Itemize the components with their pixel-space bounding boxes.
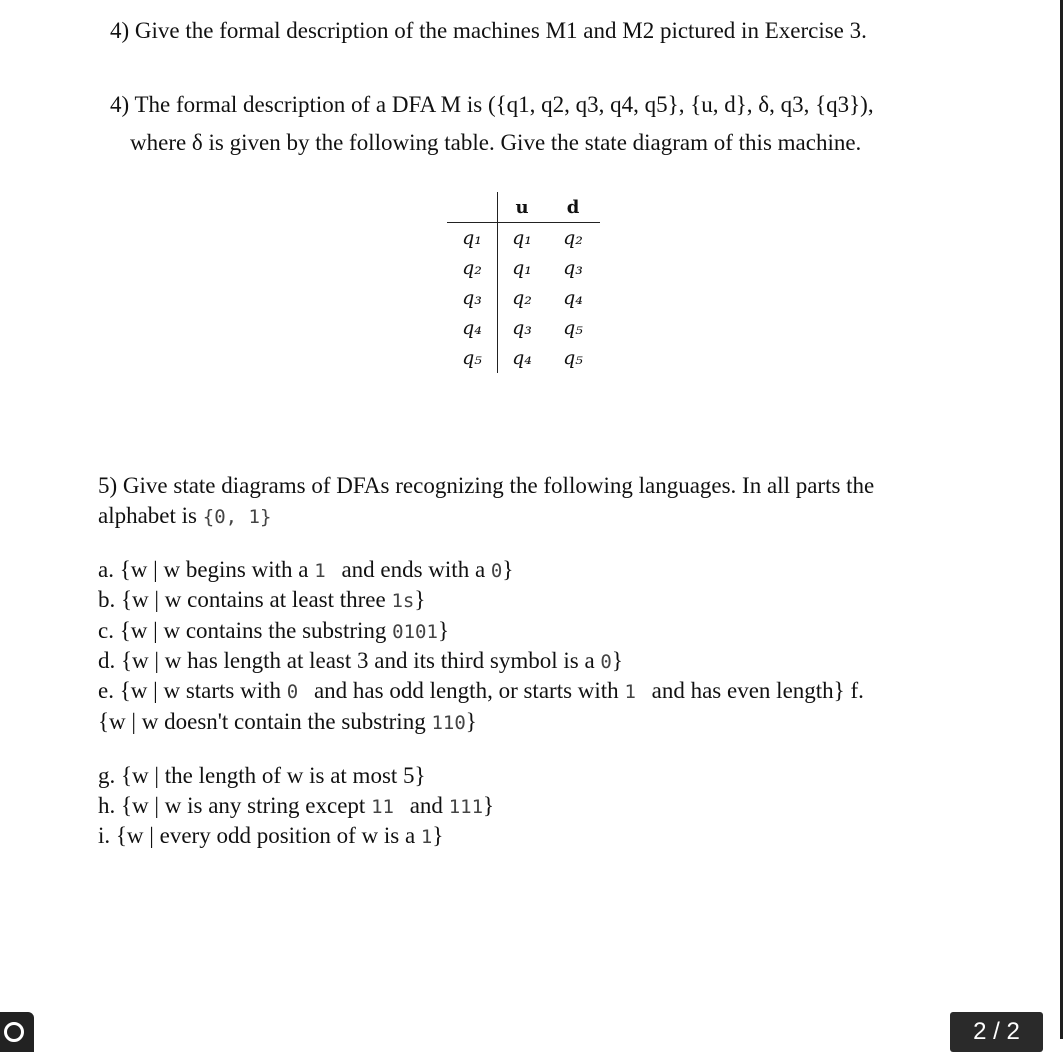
item-h-code-1: 11 — [371, 796, 394, 818]
item-i — [98, 822, 443, 851]
item-e-text-2: and has odd length, or starts with — [313, 678, 619, 703]
item-e-text-3: and has even length} f. — [651, 678, 864, 703]
item-c — [98, 617, 449, 646]
exercise-5-intro-line-2 — [98, 502, 271, 531]
item-d-text-1: d. {w | w has length at least 3 and its third symbol is a — [98, 648, 595, 673]
item-g-text-1: g. {w | the length of w is at most 5} — [98, 763, 426, 788]
item-i-text-2: } — [432, 823, 444, 848]
item-a-code-1: 1 — [314, 560, 326, 582]
item-d-code-1: 0 — [600, 651, 612, 673]
row-state: q₂ — [447, 253, 498, 283]
item-b-text-2: } — [414, 587, 426, 612]
item-h-text-3: } — [483, 793, 495, 818]
item-a-text-3: } — [502, 557, 514, 582]
exercise-5-intro-line-1: 5) Give state diagrams of DFAs recognizing the following languages. In all parts the — [98, 473, 875, 498]
table-row — [447, 343, 600, 373]
exercise-4a-text: 4) Give the formal description of the machines M1 and M2 pictured in Exercise 3. — [110, 18, 867, 43]
item-d — [98, 647, 623, 676]
table-row — [447, 313, 600, 343]
table-row — [447, 283, 600, 313]
item-b-code-1: 1s — [391, 590, 415, 612]
item-g — [98, 762, 426, 790]
item-b — [98, 586, 425, 615]
item-h-code-2: 111 — [448, 796, 484, 818]
row-state: q₃ — [447, 283, 498, 313]
exercise-4b-line-1: 4) The formal description of a DFA M is ({q1, q2, q3, q4, q5}, {u, d}, δ, q3, {q3}), — [110, 92, 874, 117]
cell-d: q₄ — [563, 287, 583, 309]
cell-d: q₅ — [563, 347, 583, 369]
item-f-code-1: 110 — [431, 712, 466, 734]
item-d-text-2: } — [611, 648, 623, 673]
exercise-4b-line-2: where δ is given by the following table. Give the state diagram of this machine. — [130, 130, 862, 155]
cell-d: q₃ — [563, 257, 583, 279]
row-state: q₅ — [447, 343, 498, 373]
cell-u: q₄ — [512, 347, 532, 369]
item-a-code-2: 0 — [490, 560, 503, 582]
cell-u: q₃ — [512, 317, 532, 339]
item-f — [98, 708, 477, 737]
item-b-text-1: b. {w | w contains at least three — [98, 587, 386, 612]
item-c-text-2: } — [437, 618, 449, 643]
cell-u: q₁ — [512, 257, 532, 279]
cell-u: q₂ — [512, 287, 532, 309]
row-state: q₁ — [447, 223, 498, 254]
item-h — [98, 792, 494, 821]
item-i-code-1: 1 — [420, 826, 433, 848]
cell-d: q₅ — [563, 317, 583, 339]
item-c-text-1: c. {w | w contains the substring — [98, 618, 387, 643]
table-header-row — [447, 192, 600, 223]
item-h-text-1: h. {w | w is any string except — [98, 793, 366, 818]
item-a-text-1: a. {w | w begins with a — [98, 557, 309, 582]
item-e-code-2: 1 — [624, 681, 636, 703]
item-a-text-2: and ends with a — [341, 557, 486, 582]
item-f-text-1: {w | w doesn't contain the substring — [98, 709, 426, 734]
item-i-text-1: i. {w | every odd position of w is a — [98, 823, 416, 848]
item-e-code-1: 0 — [286, 681, 299, 703]
column-header-d: d — [566, 196, 580, 218]
item-h-text-2: and — [409, 793, 443, 818]
table-row — [447, 223, 600, 254]
alphabet-label: alphabet is — [98, 503, 197, 528]
column-header-u: u — [515, 196, 529, 218]
table-corner-cell — [447, 192, 498, 223]
item-e — [98, 677, 864, 706]
item-c-code-1: 0101 — [392, 621, 438, 643]
page-indicator[interactable]: 2 / 2 — [950, 1012, 1043, 1052]
item-e-text-1: e. {w | w starts with — [98, 678, 282, 703]
cell-u: q₁ — [512, 227, 532, 249]
alphabet-value: {0, 1} — [202, 506, 272, 528]
transition-table — [447, 192, 600, 373]
item-f-text-2: } — [465, 709, 477, 734]
item-a — [98, 556, 513, 585]
row-state: q₄ — [447, 313, 498, 343]
viewer-menu-icon[interactable] — [0, 1012, 34, 1052]
table-row — [447, 253, 600, 283]
cell-d: q₂ — [563, 227, 583, 249]
